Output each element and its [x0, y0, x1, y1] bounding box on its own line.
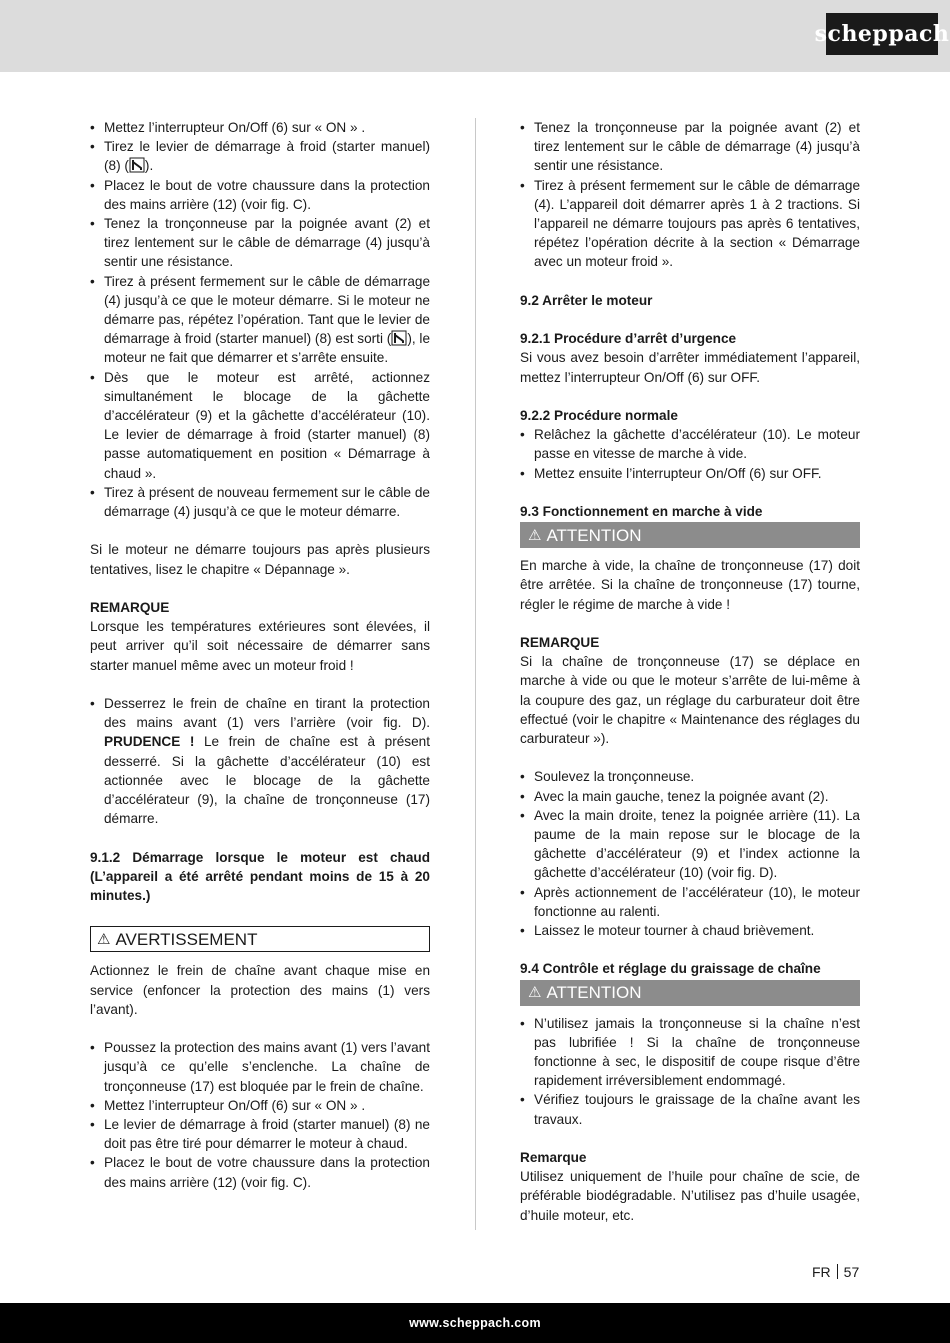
lubrication-list	[520, 1014, 860, 1129]
footer-band	[0, 1303, 950, 1343]
warning-triangle-icon: ⚠	[97, 929, 111, 948]
section-heading-9-2-1: 9.2.1 Procédure d’arrêt d’urgence	[520, 331, 737, 347]
list-item: • Vérifiez toujours le graissage de la chaîne avant les travaux.	[520, 1090, 860, 1128]
warm-start-list	[90, 1038, 430, 1192]
list-item: • Mettez l’interrupteur On/Off (6) sur « ON » .	[90, 1096, 430, 1115]
list-item: • Mettez ensuite l’interrupteur On/Off (6) sur OFF.	[520, 464, 860, 483]
warning-text: Actionnez le frein de chaîne avant chaque mise en service (enfoncer la protection des mains (1) vers l’avant).	[90, 963, 430, 1017]
section-heading-9-3: 9.3 Fonctionnement en marche à vide	[520, 504, 763, 519]
list-item: • Relâchez la gâchette d’accélérateur (10). Le moteur passe en vitesse de marche à vide.	[520, 425, 860, 463]
list-item: • Tenez la tronçonneuse par la poignée avant (2) et tirez lentement sur le câble de démarrage (4) jusqu’à sentir une résistance.	[90, 214, 430, 272]
list-item: • Tirez à présent de nouveau fermement sur le câble de démarrage (4) jusqu’à ce que le moteur démarre.	[90, 483, 430, 521]
attention-banner: ⚠ ATTENTION	[520, 522, 860, 548]
list-item: • Après actionnement de l’accélérateur (10), le moteur fonctionne au ralenti.	[520, 883, 860, 921]
paragraph: En marche à vide, la chaîne de tronçonneuse (17) doit être arrêtée. Si la chaîne de tronçonneuse (17) tourne, régler le régime de marche à vide !	[520, 558, 860, 612]
warm-start-list-cont	[520, 118, 860, 272]
section-heading-9-4: 9.4 Contrôle et réglage du graissage de chaîne	[520, 961, 821, 977]
header-band	[0, 0, 950, 72]
choke-lever-icon	[391, 330, 407, 346]
list-item: • Avec la main droite, tenez la poignée arrière (11). La paume de la main repose sur le blocage de la gâchette d’accélérateur (9) et l’index actionne la gâchette d’accélérateur (10) (voir fig. D).	[520, 806, 860, 883]
left-column	[90, 118, 430, 1192]
section-heading-9-2-2: 9.2.2 Procédure normale	[520, 408, 678, 423]
remark-text: Si la chaîne de tronçonneuse (17) se déplace en marche à vide ou que le moteur s’arrête de lui-même à la coupure des gaz, un réglage du carburateur doit être effectué (voir le chapitre « Maintenance des réglages du carburateur »).	[520, 654, 860, 747]
list-item: • N’utilisez jamais la tronçonneuse si la chaîne n’est pas lubrifiée ! Si la chaîne de tronçonneuse fonctionne à sec, le dispositif de coupe risque d’être rapidement irréversiblement endommagé.	[520, 1014, 860, 1091]
warning-triangle-icon: ⚠	[528, 983, 542, 1002]
warning-box: ⚠ AVERTISSEMENT	[90, 926, 430, 952]
warning-triangle-icon: ⚠	[528, 525, 542, 544]
website-link[interactable]: www.scheppach.com	[409, 1316, 541, 1330]
list-item: • Tirez à présent fermement sur le câble de démarrage (4) jusqu’à ce que le moteur démarre. Si le moteur ne démarre pas, répétez l’opération. Tant que le levier de démarrage à froid (starter manuel) (8) est sorti ( ), le moteur ne fait que démarrer et s’arrête ensuite.	[90, 272, 430, 368]
remark-heading: REMARQUE	[520, 635, 600, 650]
remark-heading: REMARQUE	[90, 600, 170, 616]
list-item: • Tirez à présent fermement sur le câble de démarrage (4). L’appareil doit démarrer après 1 à 2 tractions. Si l’appareil ne démarre toujours pas après 6 tentatives, répétez l’opération décrite à la section « Démarrage avec un moteur froid ».	[520, 176, 860, 272]
column-divider	[475, 118, 476, 1230]
right-column	[520, 118, 860, 1225]
list-item: • Placez le bout de votre chaussure dans la protection des mains arrière (12) (voir fig. C).	[90, 1153, 430, 1191]
normal-stop-list	[520, 425, 860, 483]
list-item: • Tenez la tronçonneuse par la poignée avant (2) et tirez lentement sur le câble de démarrage (4) jusqu’à sentir une résistance.	[520, 118, 860, 176]
list-item: • Soulevez la tronçonneuse.	[520, 767, 860, 786]
choke-lever-icon	[129, 157, 145, 173]
section-heading-9-1-2: 9.1.2 Démarrage lorsque le moteur est chaud (L’appareil a été arrêté pendant moins de 15 à 20 minutes.)	[90, 849, 430, 904]
remark-text: Lorsque les températures extérieures sont élevées, il peut arriver qu’il soit nécessaire de démarrer sans starter manuel même avec un moteur froid !	[90, 619, 430, 673]
paragraph: Si vous avez besoin d’arrêter immédiatement l’appareil, mettez l’interrupteur On/Off (6) sur OFF.	[520, 350, 860, 385]
remark-text: Utilisez uniquement de l’huile pour chaîne de scie, de préférable biodégradable. N’utilisez pas d’huile usagée, d’huile moteur, etc.	[520, 1169, 860, 1223]
list-item: • Placez le bout de votre chaussure dans la protection des mains arrière (12) (voir fig. C).	[90, 176, 430, 214]
brand-logo: scheppach	[826, 13, 938, 55]
idle-steps-list	[520, 767, 860, 940]
section-heading-9-2: 9.2 Arrêter le moteur	[520, 292, 653, 308]
list-item: • Tirez le levier de démarrage à froid (starter manuel) (8) ( ).	[90, 137, 430, 175]
list-item: • Mettez l’interrupteur On/Off (6) sur « ON » .	[90, 118, 430, 137]
page-number: FR 57	[812, 1264, 860, 1280]
list-item: • Avec la main gauche, tenez la poignée avant (2).	[520, 787, 860, 806]
start-steps-list	[90, 118, 430, 521]
paragraph: Si le moteur ne démarre toujours pas après plusieurs tentatives, lisez le chapitre « Dépannage ».	[90, 542, 430, 577]
list-item: • Laissez le moteur tourner à chaud brièvement.	[520, 921, 860, 940]
attention-banner: ⚠ ATTENTION	[520, 980, 860, 1006]
list-item: • Poussez la protection des mains avant (1) vers l’avant jusqu’à ce qu’elle s’enclenche. La chaîne de tronçonneuse (17) est bloquée par le frein de chaîne.	[90, 1038, 430, 1096]
chain-brake-list	[90, 694, 430, 828]
list-item: • Dès que le moteur est arrêté, actionnez simultanément le blocage de la gâchette d’accélérateur (9) et la gâchette d’accélérateur (10). Le levier de démarrage à froid (starter manuel) (8) passe automatiquement en position « Démarrage à chaud ».	[90, 368, 430, 483]
list-item: • Le levier de démarrage à froid (starter manuel) (8) ne doit pas être tiré pour démarrer le moteur à chaud.	[90, 1115, 430, 1153]
list-item: • Desserrez le frein de chaîne en tirant la protection des mains avant (1) vers l’arrière (voir fig. D). PRUDENCE ! Le frein de chaîne est à présent desserré. Si la gâchette d’accélérateur (10) est actionnée avec le blocage de la gâchette d’accélérateur (9), la chaîne de tronçonneuse (17) démarre.	[90, 694, 430, 828]
remark-heading: Remarque	[520, 1150, 587, 1166]
